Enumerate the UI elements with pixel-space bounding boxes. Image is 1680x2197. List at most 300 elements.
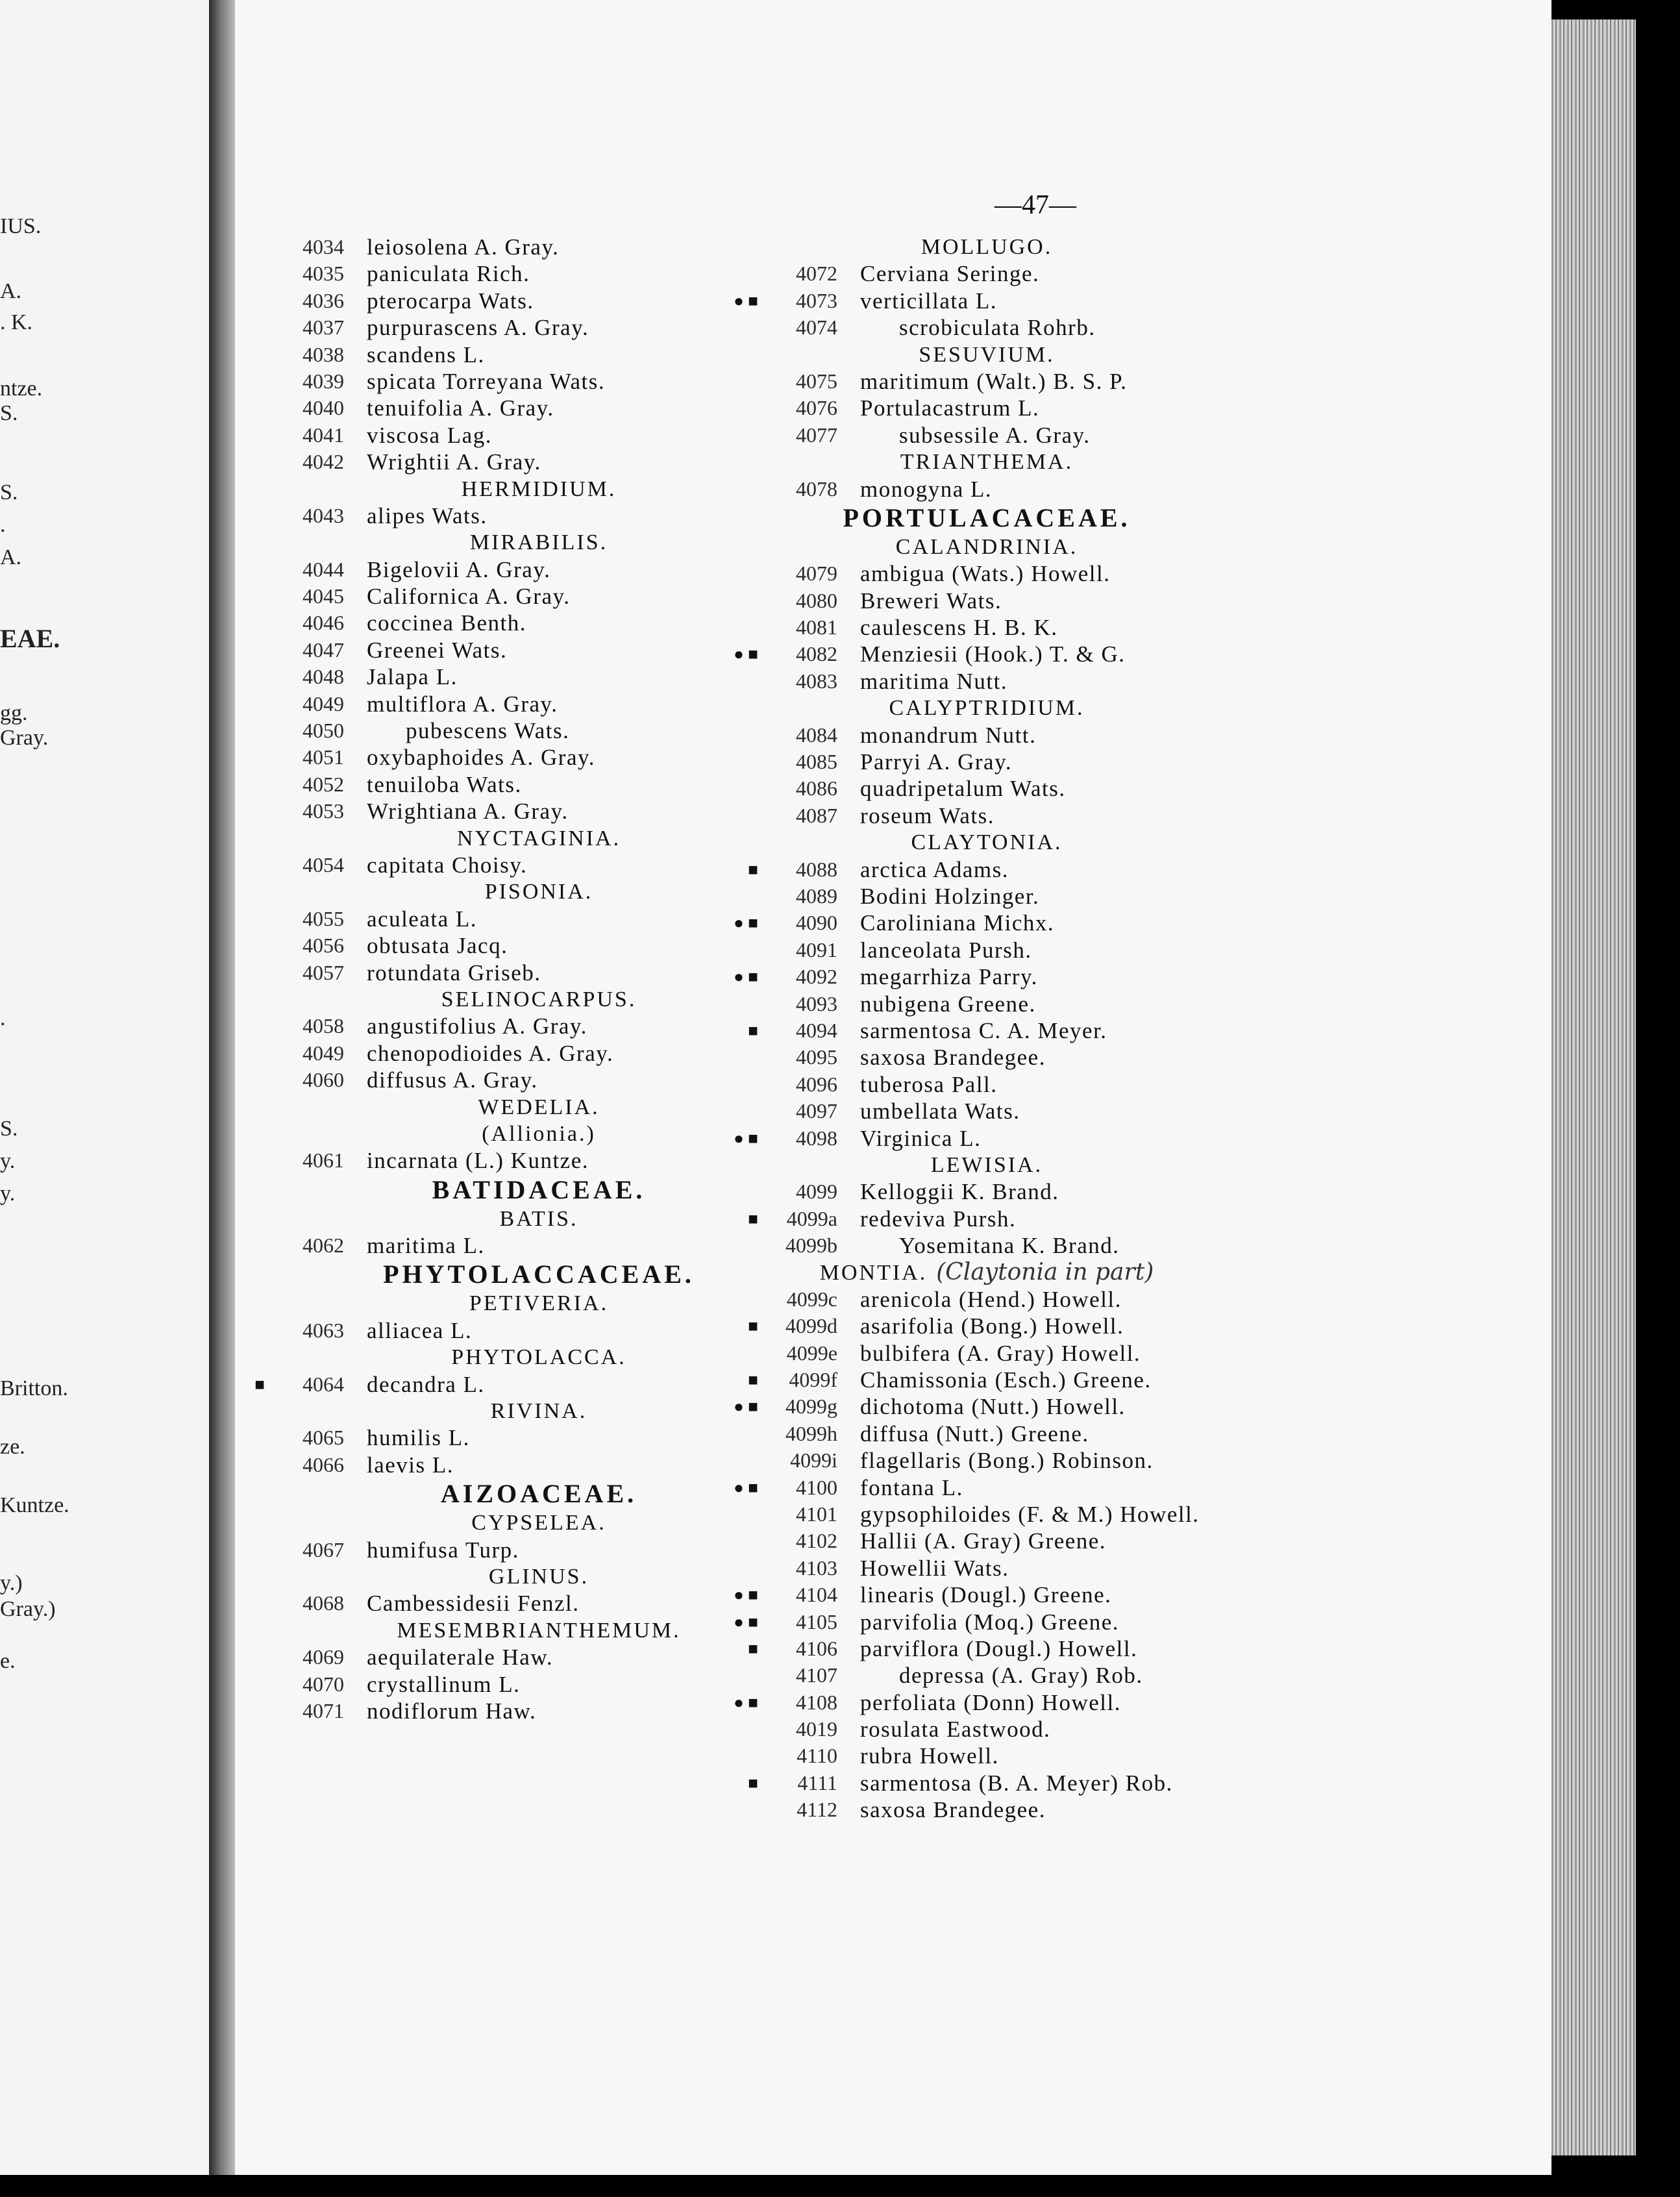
catalog-number: 4099d (785, 1314, 837, 1338)
species-name: diffusa (Nutt.) Greene. (860, 1421, 1089, 1446)
species-name: multiflora A. Gray. (367, 691, 558, 717)
heading-text: PISONIA. (484, 880, 593, 904)
facing-page-text: . (0, 1006, 6, 1030)
genus-heading (766, 534, 1207, 560)
catalog-number: 4097 (796, 1099, 837, 1123)
species-entry (273, 260, 805, 287)
species-name: Yosemitana K. Brand. (899, 1233, 1120, 1259)
catalog-number: 4099f (789, 1368, 837, 1392)
species-name: tuberosa Pall. (860, 1071, 998, 1097)
facing-page-text: Gray.) (0, 1597, 56, 1621)
species-name: Hallii (A. Gray) Greene. (860, 1528, 1107, 1554)
catalog-number: 4035 (303, 262, 344, 286)
heading-text: MOLLUGO. (920, 235, 1053, 259)
species-name: maritima Nutt. (860, 668, 1008, 694)
catalog-number: 4075 (796, 369, 837, 393)
facing-page-text: y. (0, 1149, 16, 1173)
heading-text: CALYPTRIDIUM. (889, 696, 1085, 721)
species-entry (734, 288, 1448, 314)
species-entry (734, 963, 1448, 990)
species-name: Kelloggii K. Brand. (860, 1179, 1059, 1205)
heading-text: CLAYTONIA. (911, 830, 1063, 855)
species-name: aequilaterale Haw. (367, 1645, 554, 1670)
heading-text: TRIANTHEMA. (900, 450, 1074, 475)
species-name: quadripetalum Wats. (860, 776, 1066, 802)
species-entry (766, 1662, 1448, 1689)
marker-icon: ■ (748, 1371, 758, 1390)
genus-heading (766, 449, 1207, 475)
species-entry (273, 422, 805, 449)
species-name: fontana L. (860, 1474, 963, 1500)
catalog-number: 4041 (303, 423, 344, 447)
facing-page-fragment (0, 0, 209, 2175)
catalog-number: 4053 (303, 799, 344, 823)
species-name: Chamissonia (Esch.) Greene. (860, 1367, 1152, 1393)
genus-heading (766, 829, 1207, 856)
species-name: ambigua (Wats.) Howell. (860, 561, 1111, 587)
species-entry (766, 1528, 1448, 1554)
species-name: parvifolia (Moq.) Greene. (860, 1609, 1120, 1635)
catalog-number: 4056 (303, 934, 344, 958)
genus-heading (766, 1152, 1207, 1178)
catalog-number: 4102 (796, 1529, 837, 1553)
catalog-number: 4070 (303, 1672, 344, 1696)
marker-icon: ● ■ (734, 645, 758, 664)
heading-text: MIRABILIS. (469, 530, 608, 555)
catalog-number: 4040 (303, 396, 344, 420)
marker-icon: ● ■ (734, 1397, 758, 1417)
species-name: saxosa Brandegee. (860, 1797, 1046, 1823)
species-entry (273, 744, 805, 771)
genus-heading (766, 1259, 1207, 1285)
catalog-number: 4100 (796, 1475, 837, 1499)
heading-text: MONTIA. (819, 1261, 928, 1285)
species-name: Wrightiana A. Gray. (367, 799, 569, 825)
species-entry (766, 1232, 1448, 1259)
heading-text: AIZOACEAE. (440, 1479, 637, 1509)
catalog-number: 4090 (796, 911, 837, 935)
species-name: rosulata Eastwood. (860, 1717, 1051, 1743)
genus-heading (273, 529, 805, 556)
species-name: monandrum Nutt. (860, 722, 1037, 748)
species-entry (734, 910, 1448, 936)
species-name: rotundata Griseb. (367, 960, 541, 986)
species-entry (766, 775, 1448, 802)
species-entry (273, 717, 805, 744)
catalog-number: 4057 (303, 960, 344, 984)
species-name: oxybaphoides A. Gray. (367, 745, 595, 771)
species-entry (273, 395, 805, 421)
heading-text: BATIS. (499, 1206, 578, 1231)
species-name: purpurascens A. Gray. (367, 315, 589, 341)
species-entry (766, 1796, 1448, 1823)
catalog-number: 4051 (303, 745, 344, 769)
genus-heading (273, 1094, 805, 1121)
catalog-number: 4042 (303, 450, 344, 474)
catalog-number: 4103 (796, 1556, 837, 1580)
species-name: coccinea Benth. (367, 610, 527, 636)
species-name: Menziesii (Hook.) T. & G. (860, 641, 1126, 667)
species-name: redeviva Pursh. (860, 1206, 1017, 1232)
catalog-number: 4062 (303, 1234, 344, 1258)
catalog-number: 4052 (303, 772, 344, 796)
species-name: subsessile A. Gray. (899, 422, 1091, 448)
species-name: nodiflorum Haw. (367, 1698, 537, 1724)
species-entry (766, 1071, 1448, 1098)
species-entry (766, 368, 1448, 395)
species-entry (273, 1537, 805, 1563)
species-entry (766, 1421, 1448, 1447)
species-name: Breweri Wats. (860, 588, 1002, 614)
catalog-number: 4086 (796, 776, 837, 801)
catalog-number: 4079 (796, 562, 837, 586)
species-entry (748, 1367, 1448, 1393)
species-entry (273, 1232, 805, 1259)
species-name: roseum Wats. (860, 802, 995, 828)
catalog-number: 4101 (796, 1502, 837, 1526)
species-entry (734, 1393, 1448, 1420)
facing-page-text: Gray. (0, 726, 49, 750)
heading-text: CYPSELEA. (471, 1511, 606, 1535)
marker-icon: ● ■ (734, 967, 758, 987)
catalog-number: 4067 (303, 1537, 344, 1561)
species-name: angustifolius A. Gray. (367, 1013, 587, 1039)
catalog-number: 4083 (796, 669, 837, 693)
species-name: Bodini Holzinger. (860, 883, 1040, 909)
right-column (734, 234, 1448, 1824)
heading-text: GLINUS. (488, 1564, 589, 1589)
species-name: dichotoma (Nutt.) Howell. (860, 1394, 1126, 1420)
species-name: alliacea L. (367, 1317, 473, 1343)
species-entry (766, 260, 1448, 287)
marker-icon: ● ■ (734, 1478, 758, 1497)
species-entry (766, 1340, 1448, 1367)
facing-page-text: S. (0, 401, 18, 425)
marker-icon: ● ■ (734, 1693, 758, 1712)
species-entry (766, 991, 1448, 1017)
catalog-number: 4089 (796, 884, 837, 908)
species-name: paniculata Rich. (367, 261, 530, 287)
catalog-number: 4071 (303, 1698, 344, 1722)
marker-icon: ● ■ (734, 1585, 758, 1605)
catalog-number: 4047 (303, 638, 344, 662)
species-name: viscosa Lag. (367, 422, 492, 448)
species-name: bulbifera (A. Gray) Howell. (860, 1340, 1141, 1366)
species-entry (273, 691, 805, 717)
catalog-number: 4072 (796, 262, 837, 286)
species-entry (766, 1447, 1448, 1474)
catalog-number: 4111 (797, 1770, 837, 1794)
species-name: diffusus A. Gray. (367, 1067, 538, 1093)
species-entry (273, 234, 805, 260)
genus-heading (766, 695, 1207, 721)
species-name: Howellii Wats. (860, 1555, 1009, 1581)
catalog-number: 4019 (796, 1717, 837, 1741)
genus-heading (273, 825, 805, 852)
species-entry (748, 1770, 1448, 1796)
species-entry (766, 1286, 1448, 1313)
species-entry (734, 1474, 1448, 1501)
species-name: scandens L. (367, 341, 485, 367)
catalog-number: 4039 (303, 369, 344, 393)
species-name: laevis L. (367, 1452, 454, 1478)
species-entry (734, 641, 1448, 667)
species-entry (273, 1424, 805, 1451)
species-name: Portulacastrum L. (860, 395, 1040, 421)
catalog-number: 4076 (796, 396, 837, 420)
species-name: capitata Choisy. (367, 852, 528, 878)
facing-page-text: A. (0, 545, 22, 569)
species-entry (766, 1098, 1448, 1124)
species-name: gypsophiloides (F. & M.) Howell. (860, 1501, 1200, 1527)
family-heading (273, 1174, 805, 1206)
species-name: arctica Adams. (860, 856, 1009, 882)
catalog-number: 4099c (786, 1287, 837, 1311)
species-name: spicata Torreyana Wats. (367, 368, 606, 394)
facing-page-text: S. (0, 1117, 18, 1141)
marker-icon: ■ (254, 1374, 265, 1394)
species-entry (273, 771, 805, 798)
catalog-number: 4096 (796, 1072, 837, 1096)
facing-page-text: A. (0, 279, 22, 303)
catalog-number: 4077 (796, 423, 837, 447)
species-name: Greenei Wats. (367, 637, 508, 663)
marker-icon: ■ (748, 1209, 758, 1228)
species-name: Californica A. Gray. (367, 584, 571, 610)
species-name: tenuiloba Wats. (367, 771, 522, 797)
catalog-number: 4050 (303, 719, 344, 743)
species-name: depressa (A. Gray) Rob. (899, 1663, 1143, 1689)
species-entry (748, 1017, 1448, 1044)
species-name: pubescens Wats. (406, 718, 570, 744)
species-name: linearis (Dougl.) Greene. (860, 1582, 1112, 1608)
species-name: Parryi A. Gray. (860, 749, 1013, 775)
species-entry (766, 1178, 1448, 1205)
facing-page-text: y.) (0, 1571, 23, 1595)
heading-text: (Allionia.) (482, 1121, 596, 1146)
genus-heading (766, 341, 1207, 368)
species-entry (766, 937, 1448, 963)
heading-text: SELINOCARPUS. (441, 987, 637, 1012)
facing-page-text: Britton. (0, 1376, 68, 1400)
facing-page-text: EAE. (0, 624, 60, 653)
species-name: verticillata L. (860, 288, 998, 314)
heading-text: SESUVIUM. (919, 342, 1055, 367)
species-entry (766, 476, 1448, 503)
species-name: Virginica L. (860, 1125, 982, 1151)
species-name: obtusata Jacq. (367, 933, 508, 959)
species-name: tenuifolia A. Gray. (367, 395, 554, 421)
species-name: sarmentosa (B. A. Meyer) Rob. (860, 1770, 1173, 1796)
facing-page-text: . (0, 513, 6, 537)
species-entry (766, 588, 1448, 614)
species-name: alipes Wats. (367, 503, 488, 528)
species-name: sarmentosa C. A. Meyer. (860, 1017, 1107, 1043)
catalog-number: 4045 (303, 584, 344, 608)
heading-text: PHYTOLACCACEAE. (383, 1260, 695, 1289)
page-edges (1551, 19, 1636, 2155)
catalog-number: 4048 (303, 665, 344, 689)
species-entry (273, 1067, 805, 1093)
family-heading (273, 1259, 805, 1290)
catalog-number: 4099 (796, 1180, 837, 1204)
facing-page-text: S. (0, 480, 18, 504)
catalog-number: 4060 (303, 1068, 344, 1092)
heading-text: CALANDRINIA. (895, 534, 1078, 559)
catalog-number: 4081 (796, 615, 837, 639)
marker-icon: ■ (748, 1021, 758, 1040)
species-name: lanceolata Pursh. (860, 937, 1032, 963)
species-name: Bigelovii A. Gray. (367, 556, 551, 582)
species-name: Wrightii A. Gray. (367, 449, 541, 475)
species-name: maritimum (Walt.) B. S. P. (860, 368, 1128, 394)
catalog-number: 4066 (303, 1452, 344, 1476)
catalog-number: 4091 (796, 937, 837, 962)
catalog-number: 4046 (303, 611, 344, 635)
catalog-number: 4074 (796, 316, 837, 340)
species-name: leiosolena A. Gray. (367, 234, 560, 260)
catalog-number: 4080 (796, 588, 837, 612)
heading-text: WEDELIA. (478, 1095, 600, 1119)
heading-text: HERMIDIUM. (461, 477, 617, 501)
species-entry (748, 1206, 1448, 1232)
species-entry (766, 883, 1448, 910)
facing-page-text: e. (0, 1649, 16, 1673)
catalog-number: 4107 (796, 1663, 837, 1687)
species-name: megarrhiza Parry. (860, 964, 1038, 990)
catalog-number: 4099h (785, 1421, 837, 1445)
species-name: flagellaris (Bong.) Robinson. (860, 1448, 1154, 1474)
species-name: maritima L. (367, 1233, 485, 1259)
catalog-number: 4073 (796, 288, 837, 312)
catalog-number: 4038 (303, 342, 344, 366)
genus-heading (766, 234, 1207, 260)
species-entry (766, 314, 1448, 341)
catalog-number: 4108 (796, 1690, 837, 1714)
species-entry (273, 556, 805, 583)
catalog-number: 4078 (796, 477, 837, 501)
genus-heading (273, 1509, 805, 1536)
species-entry (766, 614, 1448, 641)
marker-icon: ■ (748, 1639, 758, 1658)
catalog-number: 4084 (796, 723, 837, 747)
marker-icon: ■ (748, 860, 758, 879)
family-heading (766, 503, 1207, 534)
species-name: chenopodioides A. Gray. (367, 1040, 614, 1066)
catalog-number: 4049 (303, 1041, 344, 1065)
species-entry (766, 749, 1448, 775)
catalog-number: 4034 (303, 235, 344, 258)
marker-icon: ■ (748, 1773, 758, 1793)
species-entry (273, 314, 805, 341)
species-entry (766, 395, 1448, 421)
species-entry (273, 798, 805, 825)
catalog-number: 4058 (303, 1014, 344, 1038)
marker-icon: ● ■ (734, 291, 758, 310)
species-entry (273, 341, 805, 368)
species-name: aculeata L. (367, 906, 478, 932)
catalog-number: 4068 (303, 1591, 344, 1615)
species-entry (766, 1716, 1448, 1743)
catalog-number: 4063 (303, 1318, 344, 1342)
species-entry (734, 1582, 1448, 1608)
species-name: asarifolia (Bong.) Howell. (860, 1313, 1124, 1339)
genus-heading (273, 476, 805, 503)
facing-page-text: Kuntze. (0, 1493, 69, 1517)
catalog-number: 4093 (796, 991, 837, 1015)
marker-icon: ● ■ (734, 1612, 758, 1632)
catalog-number: 4099a (786, 1206, 837, 1230)
catalog-number: 4106 (796, 1636, 837, 1660)
catalog-number: 4061 (303, 1148, 344, 1173)
catalog-number: 4112 (797, 1798, 837, 1822)
species-name: Cerviana Seringe. (860, 261, 1040, 287)
species-entry (766, 1555, 1448, 1582)
species-name: rubra Howell. (860, 1743, 999, 1769)
species-entry (766, 422, 1448, 449)
catalog-number: 4037 (303, 316, 344, 340)
heading-text: PETIVERIA. (469, 1291, 609, 1316)
species-entry (734, 1609, 1448, 1635)
catalog-number: 4064 (303, 1372, 344, 1396)
species-name: nubigena Greene. (860, 991, 1036, 1017)
catalog-number: 4065 (303, 1426, 344, 1450)
catalog-number: 4105 (796, 1609, 837, 1633)
catalog-number: 4099i (790, 1448, 837, 1472)
catalog-number: 4055 (303, 906, 344, 930)
species-entry (273, 610, 805, 636)
heading-text: NYCTAGINIA. (456, 826, 621, 850)
facing-page-text: . K. (0, 310, 33, 334)
catalog-number: 4104 (796, 1583, 837, 1607)
species-name: humilis L. (367, 1425, 470, 1451)
species-entry (766, 722, 1448, 749)
species-name: decandra L. (367, 1371, 485, 1397)
species-name: humifusa Turp. (367, 1537, 519, 1563)
facing-page-text: y. (0, 1182, 16, 1206)
page-number: —47— (994, 190, 1076, 220)
species-entry (748, 1635, 1448, 1662)
catalog-number: 4087 (796, 803, 837, 827)
species-name: Caroliniana Michx. (860, 910, 1055, 936)
catalog-number: 4082 (796, 642, 837, 666)
species-name: incarnata (L.) Kuntze. (367, 1148, 589, 1174)
species-name: parviflora (Dougl.) Howell. (860, 1635, 1138, 1661)
catalog-number: 4092 (796, 965, 837, 989)
species-name: pterocarpa Wats. (367, 288, 534, 314)
catalog-number: 4099g (785, 1395, 837, 1419)
species-name: perfoliata (Donn) Howell. (860, 1689, 1121, 1715)
species-name: Cambessidesii Fenzl. (367, 1591, 580, 1617)
catalog-number: 4094 (796, 1018, 837, 1042)
catalog-number: 4054 (303, 852, 344, 876)
marker-icon: ● ■ (734, 1128, 758, 1148)
species-entry (273, 368, 805, 395)
facing-page-text: ze. (0, 1435, 25, 1459)
species-entry (734, 1125, 1448, 1152)
catalog-number: 4069 (303, 1645, 344, 1669)
species-entry (766, 1743, 1448, 1769)
species-entry (748, 856, 1448, 883)
catalog-number: 4110 (797, 1744, 837, 1768)
species-name: scrobiculata Rohrb. (899, 315, 1096, 341)
book-gutter (209, 0, 235, 2175)
catalog-number: 4044 (303, 557, 344, 581)
species-entry (273, 583, 805, 610)
heading-text: BATIDACEAE. (432, 1174, 646, 1204)
species-entry (766, 1501, 1448, 1528)
catalog-number: 4088 (796, 857, 837, 881)
